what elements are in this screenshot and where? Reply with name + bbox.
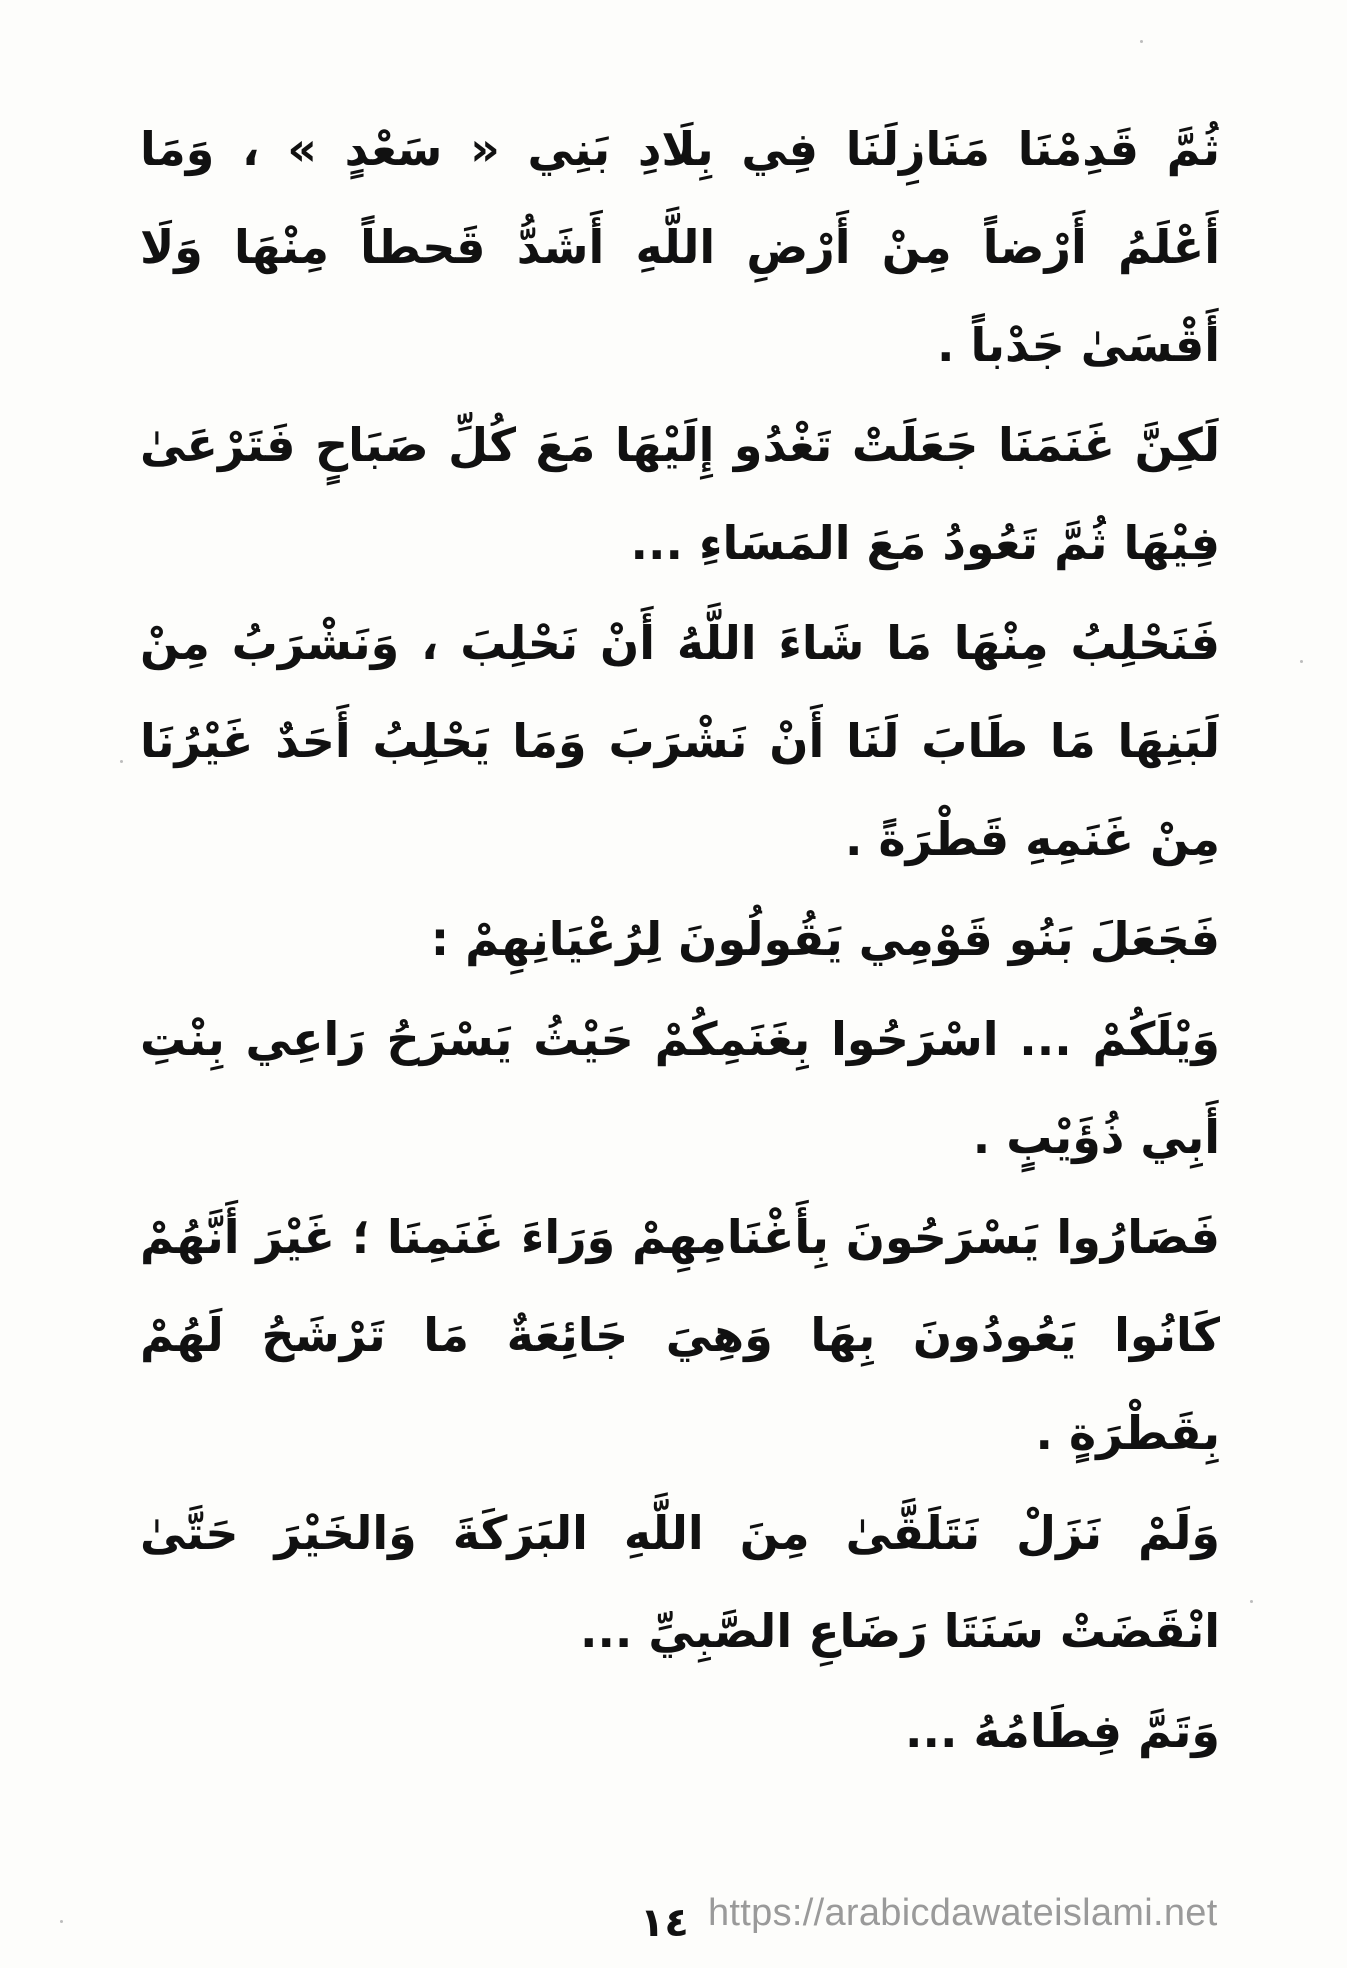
scan-speck [1250,1600,1253,1603]
scan-speck [1300,660,1303,663]
paragraph-5: وَيْلَكُمْ ... اسْرَحُوا بِغَنَمِكُمْ حَيْثُ يَسْرَحُ رَاعِي بِنْتِ أَبِي ذُؤَيْبٍ . [140,1012,1220,1164]
scan-speck [60,1920,63,1923]
scan-speck [120,760,123,763]
page-number: ١٤ [640,1900,689,1946]
watermark-url: https://arabicdawateislami.net [708,1892,1218,1934]
paragraph-1: ثُمَّ قَدِمْنَا مَنَازِلَنَا فِي بِلَادِ بَنِي « سَعْدٍ » ، وَمَا أَعْلَمُ أَرْضاً مِنْ أَرْضِ اللَّهِ أَشَدُّ قَحطاً مِنْهَا وَلَا أَقْسَىٰ جَدْباً . [140,122,1220,372]
scan-speck [1140,40,1143,43]
paragraph-4: فَجَعَلَ بَنُو قَوْمِي يَقُولُونَ لِرُعْيَانِهِمْ : [430,912,1220,966]
page-body-text [140,100,1220,1782]
paragraph-6: فَصَارُوا يَسْرَحُونَ بِأَغْنَامِهِمْ وَرَاءَ غَنَمِنَا ؛ غَيْرَ أَنَّهُمْ كَانُوا يَعُودُونَ بِهَا وَهِيَ جَائِعَةٌ مَا تَرْشَحُ لَهُمْ بِقَطْرَةٍ . [140,1210,1220,1460]
paragraph-8: وَتَمَّ فِطَامُهُ ... [905,1704,1220,1758]
paragraph-2: لَكِنَّ غَنَمَنَا جَعَلَتْ تَغْدُو إِلَيْهَا مَعَ كُلِّ صَبَاحٍ فَتَرْعَىٰ فِيْهَا ثُمَّ تَعُودُ مَعَ المَسَاءِ ... [140,418,1220,570]
paragraph-7: وَلَمْ نَزَلْ نَتَلَقَّىٰ مِنَ اللَّهِ البَرَكَةَ وَالخَيْرَ حَتَّىٰ انْقَضَتْ سَنَتَا رَضَاعِ الصَّبِيِّ ... [140,1506,1220,1658]
paragraph-3: فَنَحْلِبُ مِنْهَا مَا شَاءَ اللَّهُ أَنْ نَحْلِبَ ، وَنَشْرَبُ مِنْ لَبَنِهَا مَا طَابَ لَنَا أَنْ نَشْرَبَ وَمَا يَحْلِبُ أَحَدٌ غَيْرُنَا مِنْ غَنَمِهِ قَطْرَةً . [140,616,1220,866]
